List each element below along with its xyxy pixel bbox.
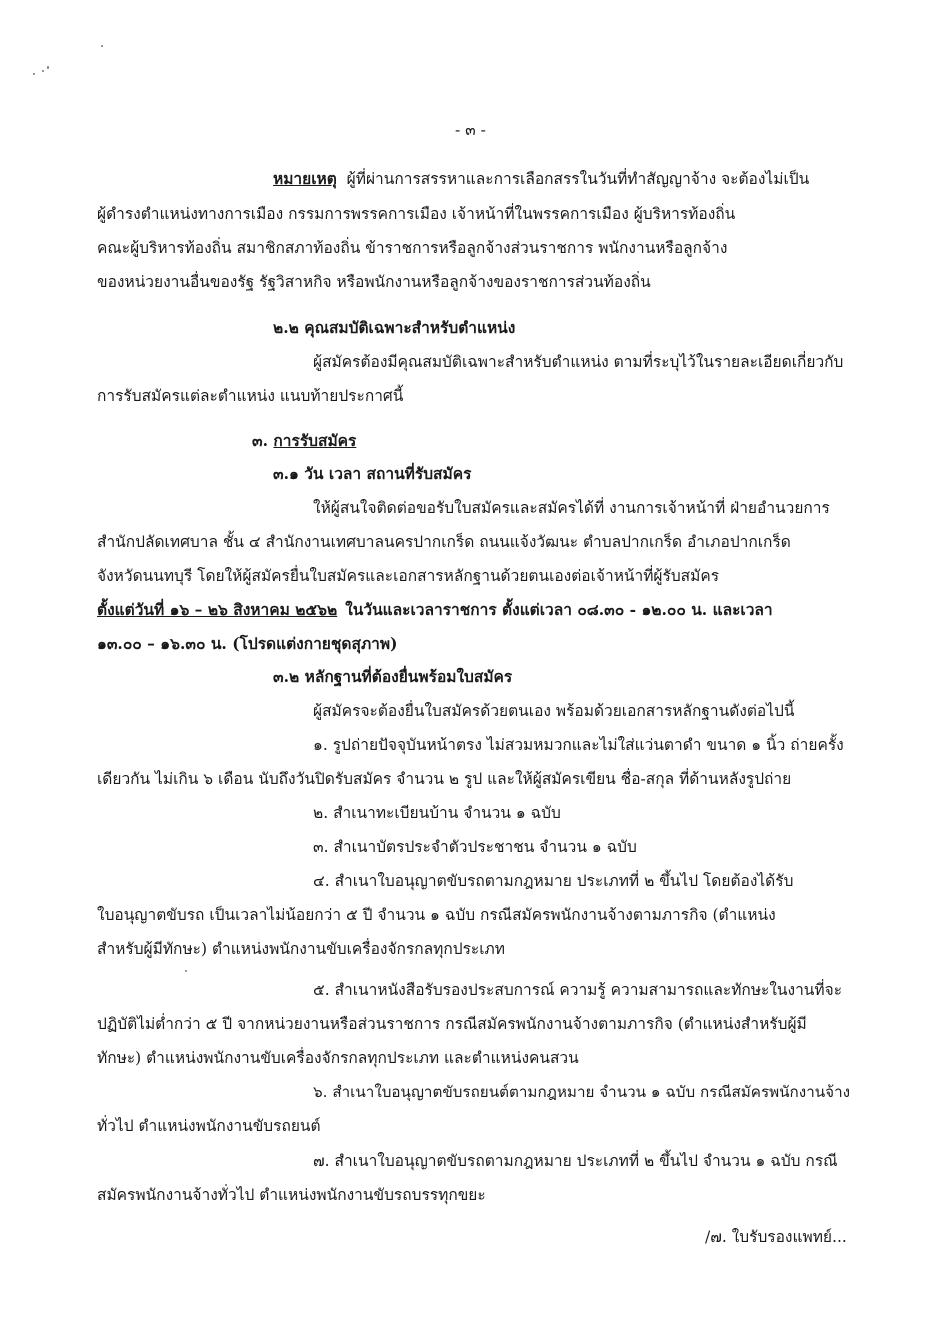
scan-speck (101, 45, 103, 47)
item-7-line-2: สมัครพนักงานจ้างทั่วไป ตำแหน่งพนักงานขับรถบรรทุกขยะ (97, 1186, 486, 1204)
note-text: ผู้ที่ผ่านการสรรหาและการเลือกสรรในวันที่ทำสัญญาจ้าง จะต้องไม่เป็น (346, 170, 810, 188)
item-5-line-3: ทักษะ) ตำแหน่งพนักงานขับเครื่องจักรกลทุกประเภท และตำแหน่งคนสวน (97, 1049, 579, 1067)
scan-speck (33, 73, 35, 75)
item-6-line-1: ๖. สำเนาใบอนุญาตขับรถยนต์ตามกฎหมาย จำนวน ๑ ฉบับ กรณีสมัครพนักงานจ้าง (313, 1083, 851, 1101)
section-3-1-line-2: สำนักปลัดเทศบาล ชั้น ๔ สำนักงานเทศบาลนครปากเกร็ด ถนนแจ้งวัฒนะ ตำบลปากเกร็ด อำเภอปากเกร็ด (97, 533, 791, 551)
item-1-line-2: เดียวกัน ไม่เกิน ๖ เดือน นับถึงวันปิดรับสมัคร จำนวน ๒ รูป และให้ผู้สมัครเขียน ชื่อ-สกุล ที่ด้านหลังรูปถ่าย (97, 770, 792, 788)
section-3-1-line-5: ๑๓.๐๐ – ๑๖.๓๐ น. (โปรดแต่งกายชุดสุภาพ) (97, 634, 398, 653)
section-3-1-line-4 (97, 600, 773, 620)
scan-speck (47, 66, 49, 69)
section-3-1-line-3: จังหวัดนนทบุรี โดยให้ผู้สมัครยื่นใบสมัครและเอกสารหลักฐานด้วยตนเองต่อเจ้าหน้าที่ผู้รับสมัคร (97, 567, 720, 585)
item-3: ๓. สำเนาบัตรประจำตัวประชาชน จำนวน ๑ ฉบับ (313, 838, 637, 856)
note-line-2: ผู้ดำรงตำแหน่งทางการเมือง กรรมการพรรคการเมือง เจ้าหน้าที่ในพรรคการเมือง ผู้บริหารท้องถิ่น (97, 205, 736, 223)
note-line-3: คณะผู้บริหารท้องถิ่น สมาชิกสภาท้องถิ่น ข้าราชการหรือลูกจ้างส่วนราชการ พนักงานหรือลูกจ้าง (97, 239, 728, 257)
item-5-line-1: ๕. สำเนาหนังสือรับรองประสบการณ์ ความรู้ ความสามารถและทักษะในงานที่จะ (313, 981, 843, 999)
office-hours: ในวันและเวลาราชการ ตั้งแต่เวลา ๐๘.๓๐ - ๑๒.๐๐ น. และเวลา (345, 600, 773, 619)
item-4-line-2: ใบอนุญาตขับรถ เป็นเวลาไม่น้อยกว่า ๕ ปี จำนวน ๑ ฉบับ กรณีสมัครพนักงานจ้างตามภารกิจ (ตำแหน่ง (97, 906, 776, 924)
section-3-1-heading: ๓.๑ วัน เวลา สถานที่รับสมัคร (273, 464, 472, 483)
section-3-heading (252, 431, 356, 451)
continuation-note: /๗. ใบรับรองแพทย์... (705, 1228, 847, 1246)
item-4-line-3: สำหรับผู้มีทักษะ) ตำแหน่งพนักงานขับเครื่องจักรกลทุกประเภท (97, 940, 505, 958)
item-1-line-1: ๑. รูปถ่ายปัจจุบันหน้าตรง ไม่สวมหมวกและไม่ใส่แว่นตาดำ ขนาด ๑ นิ้ว ถ่ายครั้ง (313, 736, 844, 754)
page-number: - ๓ - (455, 121, 486, 139)
item-4-line-1: ๔. สำเนาใบอนุญาตขับรถตามกฎหมาย ประเภทที่ ๒ ขึ้นไป โดยต้องได้รับ (313, 872, 794, 890)
section-2-2-line-1: ผู้สมัครต้องมีคุณสมบัติเฉพาะสำหรับตำแหน่ง ตามที่ระบุไว้ในรายละเอียดเกี่ยวกับ (313, 353, 844, 371)
scan-speck (42, 70, 44, 72)
scan-speck (185, 970, 187, 972)
item-5-line-2: ปฏิบัติไม่ต่ำกว่า ๕ ปี จากหน่วยงานหรือส่วนราชการ กรณีสมัครพนักงานจ้างตามภารกิจ (ตำแหน่งสำหรับผู้มี (97, 1015, 807, 1033)
note-line-4: ของหน่วยงานอื่นของรัฐ รัฐวิสาหกิจ หรือพนักงานหรือลูกจ้างของราชการส่วนท้องถิ่น (97, 273, 651, 291)
note-label: หมายเหตุ (273, 169, 337, 188)
note-line-1 (273, 169, 809, 189)
section-3-number: ๓. (252, 431, 268, 450)
application-date-range: ตั้งแต่วันที่ ๑๖ – ๒๖ สิงหาคม ๒๕๖๒ (97, 600, 338, 619)
section-3-2-intro: ผู้สมัครจะต้องยื่นใบสมัครด้วยตนเอง พร้อมด้วยเอกสารหลักฐานดังต่อไปนี้ (313, 702, 795, 720)
section-3-title: การรับสมัคร (273, 431, 357, 450)
section-2-2-line-2: การรับสมัครแต่ละตำแหน่ง แนบท้ายประกาศนี้ (97, 387, 404, 405)
item-2: ๒. สำเนาทะเบียนบ้าน จำนวน ๑ ฉบับ (313, 804, 561, 822)
section-3-2-heading: ๓.๒ หลักฐานที่ต้องยื่นพร้อมใบสมัคร (273, 667, 513, 686)
item-7-line-1: ๗. สำเนาใบอนุญาตขับรถตามกฎหมาย ประเภทที่ ๒ ขึ้นไป จำนวน ๑ ฉบับ กรณี (313, 1152, 838, 1170)
section-3-1-line-1: ให้ผู้สนใจติดต่อขอรับใบสมัครและสมัครได้ที่ งานการเจ้าหน้าที่ ฝ่ายอำนวยการ (313, 499, 830, 517)
section-2-2-heading: ๒.๒ คุณสมบัติเฉพาะสำหรับตำแหน่ง (273, 318, 516, 337)
item-6-line-2: ทั่วไป ตำแหน่งพนักงานขับรถยนต์ (97, 1117, 321, 1135)
